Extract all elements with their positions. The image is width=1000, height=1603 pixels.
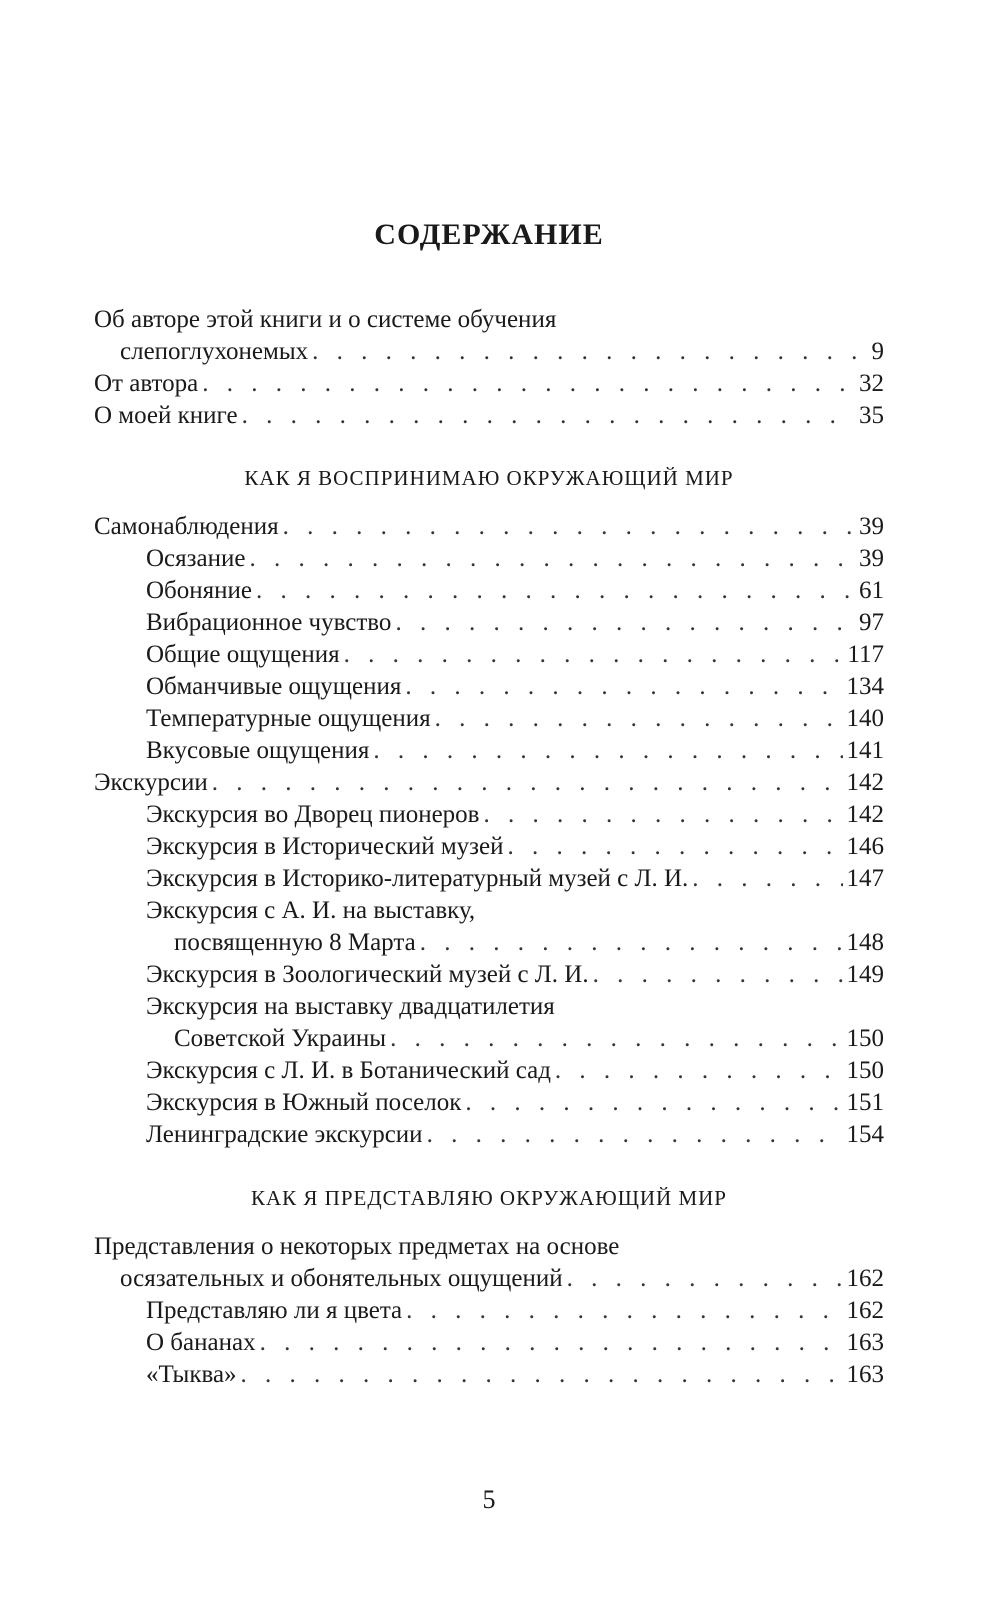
leader-dots bbox=[249, 542, 855, 576]
toc-entry-author-about-line1: Об авторе этой книги и о системе обучения bbox=[94, 306, 557, 333]
toc-entry-text: О моей книге bbox=[94, 402, 238, 429]
leader-dots bbox=[405, 670, 842, 704]
toc-entry-author-about bbox=[120, 335, 884, 369]
leader-dots bbox=[567, 1262, 843, 1296]
toc-page-number: 148 bbox=[846, 929, 884, 956]
leader-dots bbox=[212, 766, 843, 800]
leader-dots bbox=[390, 1022, 842, 1056]
toc-entry bbox=[146, 734, 884, 768]
leader-dots bbox=[508, 830, 843, 864]
toc-page-number: 140 bbox=[846, 705, 884, 732]
leader-dots bbox=[465, 1086, 842, 1120]
toc-entry-text: Обоняние bbox=[146, 577, 253, 604]
toc-entry-my-book bbox=[94, 399, 884, 433]
page-title: СОДЕРЖАНИЕ bbox=[374, 218, 604, 251]
leader-dots bbox=[312, 335, 867, 369]
toc-page-number: 154 bbox=[846, 1121, 884, 1148]
toc-page-number: 142 bbox=[846, 801, 884, 828]
leader-dots bbox=[692, 862, 842, 896]
leader-dots bbox=[395, 606, 855, 640]
toc-entry-text: Представляю ли я цвета bbox=[146, 1297, 403, 1324]
toc-entry bbox=[146, 574, 884, 608]
toc-entry-text: Экскурсия в Исторический музей bbox=[146, 833, 504, 860]
toc-entry-text: слепоглухонемых bbox=[120, 338, 309, 365]
toc-page-number: 117 bbox=[847, 641, 884, 668]
toc-page-number: 39 bbox=[859, 513, 884, 540]
toc-page-number: 149 bbox=[846, 961, 884, 988]
toc-entry-text: Экскурсия во Дворец пионеров bbox=[146, 801, 480, 828]
toc-page-number: 162 bbox=[846, 1265, 884, 1292]
leader-dots bbox=[241, 1358, 843, 1392]
toc-entry-text: Представления о некоторых предметах на основе bbox=[94, 1233, 620, 1260]
leader-dots bbox=[427, 1118, 843, 1152]
toc-entry bbox=[146, 638, 884, 672]
toc-entry-text: Экскурсии bbox=[94, 769, 208, 796]
toc-page-number: 32 bbox=[859, 370, 884, 397]
toc-entry bbox=[146, 1054, 884, 1088]
toc-entry-text: Экскурсия на выставку двадцатилетия bbox=[146, 993, 555, 1020]
section-heading-perceive: КАК Я ВОСПРИНИМАЮ ОКРУЖАЮЩИЙ МИР bbox=[244, 466, 734, 490]
toc-entry bbox=[146, 1358, 884, 1392]
toc-entry-text: Экскурсия в Зоологический музей с Л. И. bbox=[146, 961, 589, 988]
toc-entry bbox=[146, 1118, 884, 1152]
page-number: 5 bbox=[482, 1485, 496, 1514]
leader-dots bbox=[555, 1054, 843, 1088]
toc-entry-text: От автора bbox=[94, 370, 199, 397]
toc-entry-text: Экскурсия с Л. И. в Ботанический сад bbox=[146, 1057, 551, 1084]
toc-entry-text: Экскурсия в Южный поселок bbox=[146, 1089, 462, 1116]
toc-entry bbox=[146, 798, 884, 832]
toc-page-number: 147 bbox=[846, 865, 884, 892]
toc-entry bbox=[146, 670, 884, 704]
leader-dots bbox=[373, 734, 842, 768]
leader-dots bbox=[202, 367, 855, 401]
leader-dots bbox=[483, 798, 842, 832]
toc-page-number: 162 bbox=[846, 1297, 884, 1324]
toc-entry bbox=[120, 1262, 884, 1296]
toc-page-number: 142 bbox=[846, 769, 884, 796]
leader-dots bbox=[283, 510, 855, 544]
toc-entry-text: Температурные ощущения bbox=[146, 705, 431, 732]
toc-entry-text: Самонаблюдения bbox=[94, 513, 279, 540]
toc-entry bbox=[146, 1326, 884, 1360]
toc-entry-text: Экскурсия в Историко-литературный музей с Л. И. bbox=[146, 865, 689, 892]
toc-page-number: 150 bbox=[846, 1057, 884, 1084]
toc-page-number: 163 bbox=[846, 1361, 884, 1388]
toc-entry bbox=[146, 830, 884, 864]
toc-page-number: 61 bbox=[859, 577, 884, 604]
toc-entry-text: Обманчивые ощущения bbox=[146, 673, 402, 700]
toc-entry bbox=[94, 766, 884, 800]
toc-entry-text: Вкусовые ощущения bbox=[146, 737, 370, 764]
toc-entry-text: Осязание bbox=[146, 545, 246, 572]
toc-page-number: 39 bbox=[859, 545, 884, 572]
leader-dots bbox=[344, 638, 844, 672]
leader-dots bbox=[256, 574, 855, 608]
toc-entry-text: Экскурсия с А. И. на выставку, bbox=[146, 897, 476, 924]
toc-entry bbox=[174, 926, 884, 960]
toc-entry bbox=[146, 1294, 884, 1328]
toc-page-number: 97 bbox=[859, 609, 884, 636]
toc-page-number: 151 bbox=[846, 1089, 884, 1116]
leader-dots bbox=[406, 1294, 842, 1328]
toc-entry bbox=[146, 606, 884, 640]
leader-dots bbox=[593, 958, 843, 992]
toc-entry bbox=[94, 510, 884, 544]
toc-page-number: 163 bbox=[846, 1329, 884, 1356]
toc-entry bbox=[146, 542, 884, 576]
toc-entry-text: осязательных и обонятельных ощущений bbox=[120, 1265, 563, 1292]
toc-entry bbox=[174, 1022, 884, 1056]
toc-entry bbox=[146, 958, 884, 992]
toc-entry-text: Советской Украины bbox=[174, 1025, 387, 1052]
toc-entry-from-author bbox=[94, 367, 884, 401]
leader-dots bbox=[420, 926, 843, 960]
toc-entry bbox=[146, 862, 884, 896]
toc-page-number: 9 bbox=[871, 338, 884, 365]
toc-entry bbox=[146, 702, 884, 736]
leader-dots bbox=[435, 702, 843, 736]
toc-page-number: 134 bbox=[846, 673, 884, 700]
toc-page-number: 141 bbox=[846, 737, 884, 764]
toc-entry-text: О бананах bbox=[146, 1329, 256, 1356]
section-heading-imagine: КАК Я ПРЕДСТАВЛЯЮ ОКРУЖАЮЩИЙ МИР bbox=[251, 1186, 727, 1210]
toc-entry bbox=[146, 1086, 884, 1120]
leader-dots bbox=[242, 399, 855, 433]
toc-entry-text: Общие ощущения bbox=[146, 641, 340, 668]
toc-page-number: 150 bbox=[846, 1025, 884, 1052]
leader-dots bbox=[260, 1326, 843, 1360]
toc-page-number: 35 bbox=[859, 402, 884, 429]
toc-entry-text: «Тыква» bbox=[146, 1361, 237, 1388]
toc-entry-text: Вибрационное чувство bbox=[146, 609, 392, 636]
toc-page-number: 146 bbox=[846, 833, 884, 860]
toc-entry-text: посвященную 8 Марта bbox=[174, 929, 416, 956]
toc-entry-text: Ленинградские экскурсии bbox=[146, 1121, 423, 1148]
